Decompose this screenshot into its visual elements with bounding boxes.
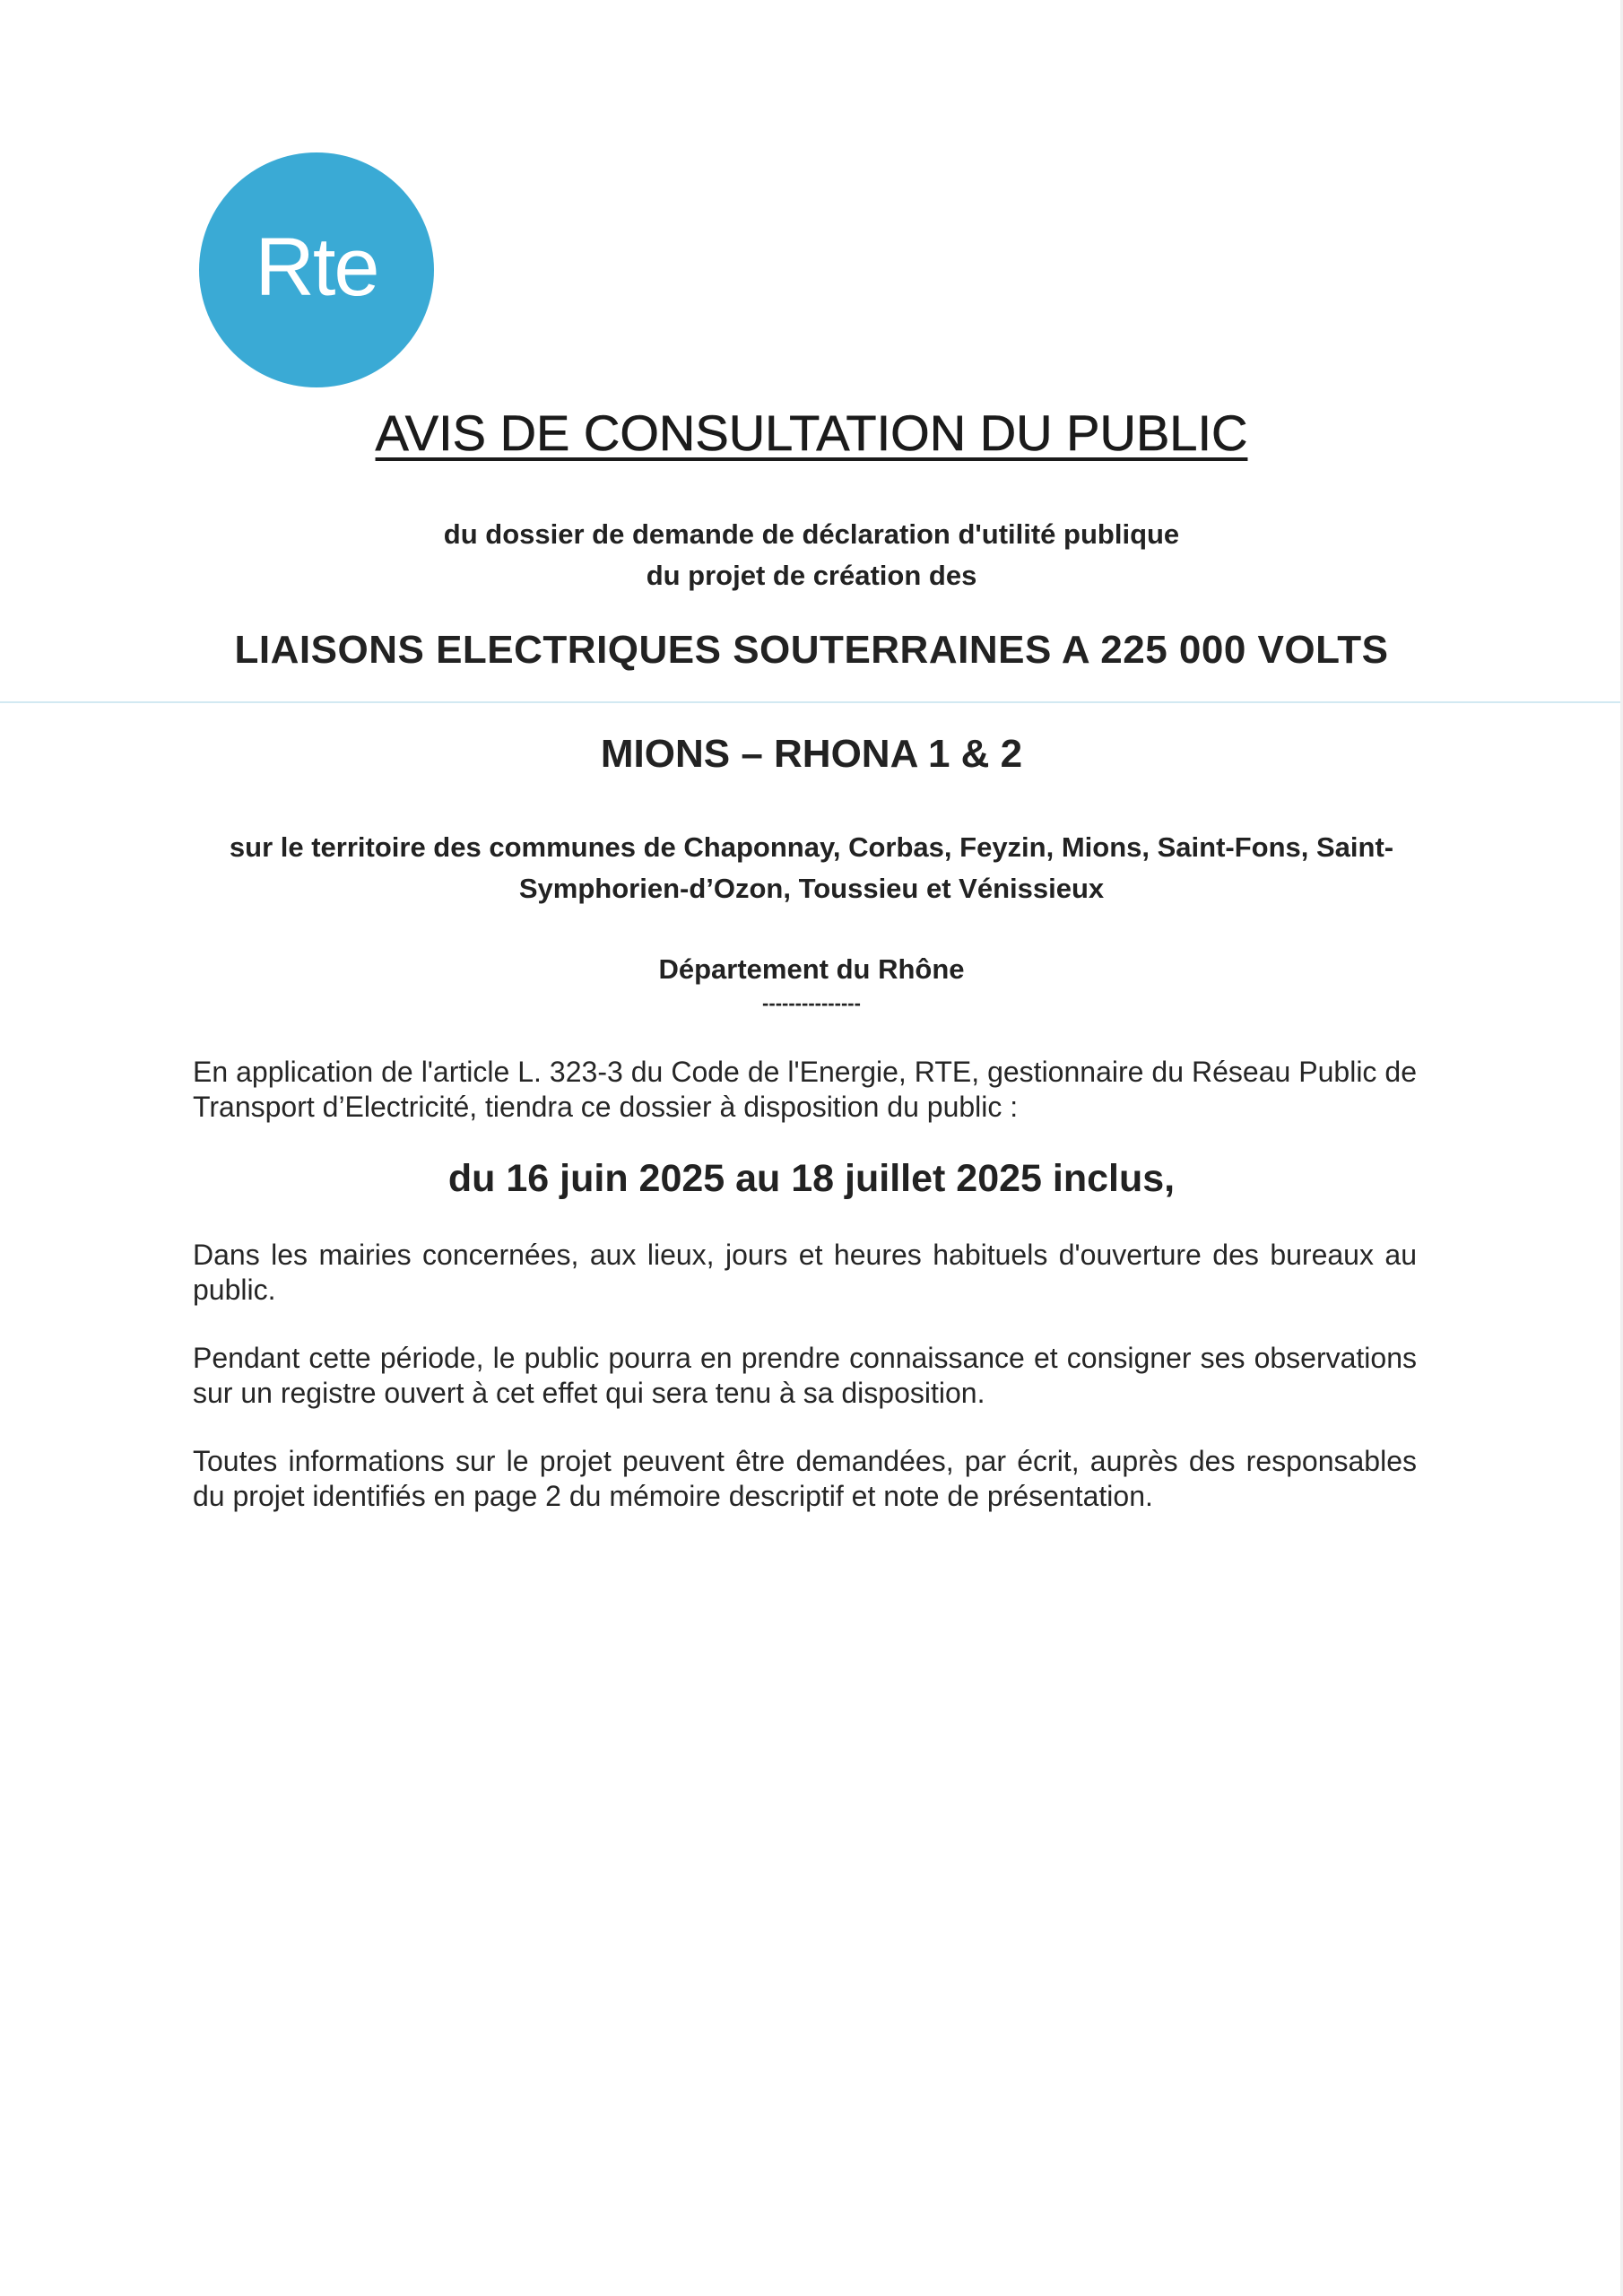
scan-artifact-line <box>0 701 1623 703</box>
consultation-dates: du 16 juin 2025 au 18 juillet 2025 inclus, <box>447 1157 1176 1200</box>
communes-line-2: Symphorien-d’Ozon, Toussieu et Vénissieux <box>518 873 1105 904</box>
communes-line-1: sur le territoire des communes de Chaponnay, Corbas, Feyzin, Mions, Saint-Fons, Saint- <box>229 831 1394 863</box>
project-line: MIONS – RHONA 1 & 2 <box>600 732 1023 776</box>
project-name: LIAISONS ELECTRIQUES SOUTERRAINES A 225 000 VOLTS <box>234 628 1389 672</box>
rte-logo-text: Rte <box>255 222 378 313</box>
page-title: AVIS DE CONSULTATION DU PUBLIC <box>375 404 1248 461</box>
communes <box>0 827 1623 909</box>
information-paragraph: Toutes informations sur le projet peuvent être demandées, par écrit, auprès des responsables du projet identifiés en page 2 du mémoire descriptif et note de présentation. <box>193 1445 1417 1512</box>
observations-paragraph: Pendant cette période, le public pourra en prendre connaissance et consigner ses observations sur un registre ouvert à cet effet qui sera tenu à sa disposition. <box>193 1342 1417 1409</box>
department: Département du Rhône <box>658 953 965 985</box>
location-paragraph: Dans les mairies concernées, aux lieux, jours et heures habituels d'ouverture des bureaux au public. <box>193 1239 1417 1306</box>
subtitle <box>0 514 1623 596</box>
intro-paragraph: En application de l'article L. 323-3 du Code de l'Energie, RTE, gestionnaire du Réseau Public de Transport d’Electricité, tiendra ce dossier à disposition du public : <box>193 1056 1417 1123</box>
separator-dashes: --------------- <box>762 992 861 1014</box>
subtitle-line-2: du projet de création des <box>646 560 977 591</box>
rte-logo <box>199 152 434 387</box>
subtitle-line-1: du dossier de demande de déclaration d'utilité publique <box>443 518 1180 550</box>
